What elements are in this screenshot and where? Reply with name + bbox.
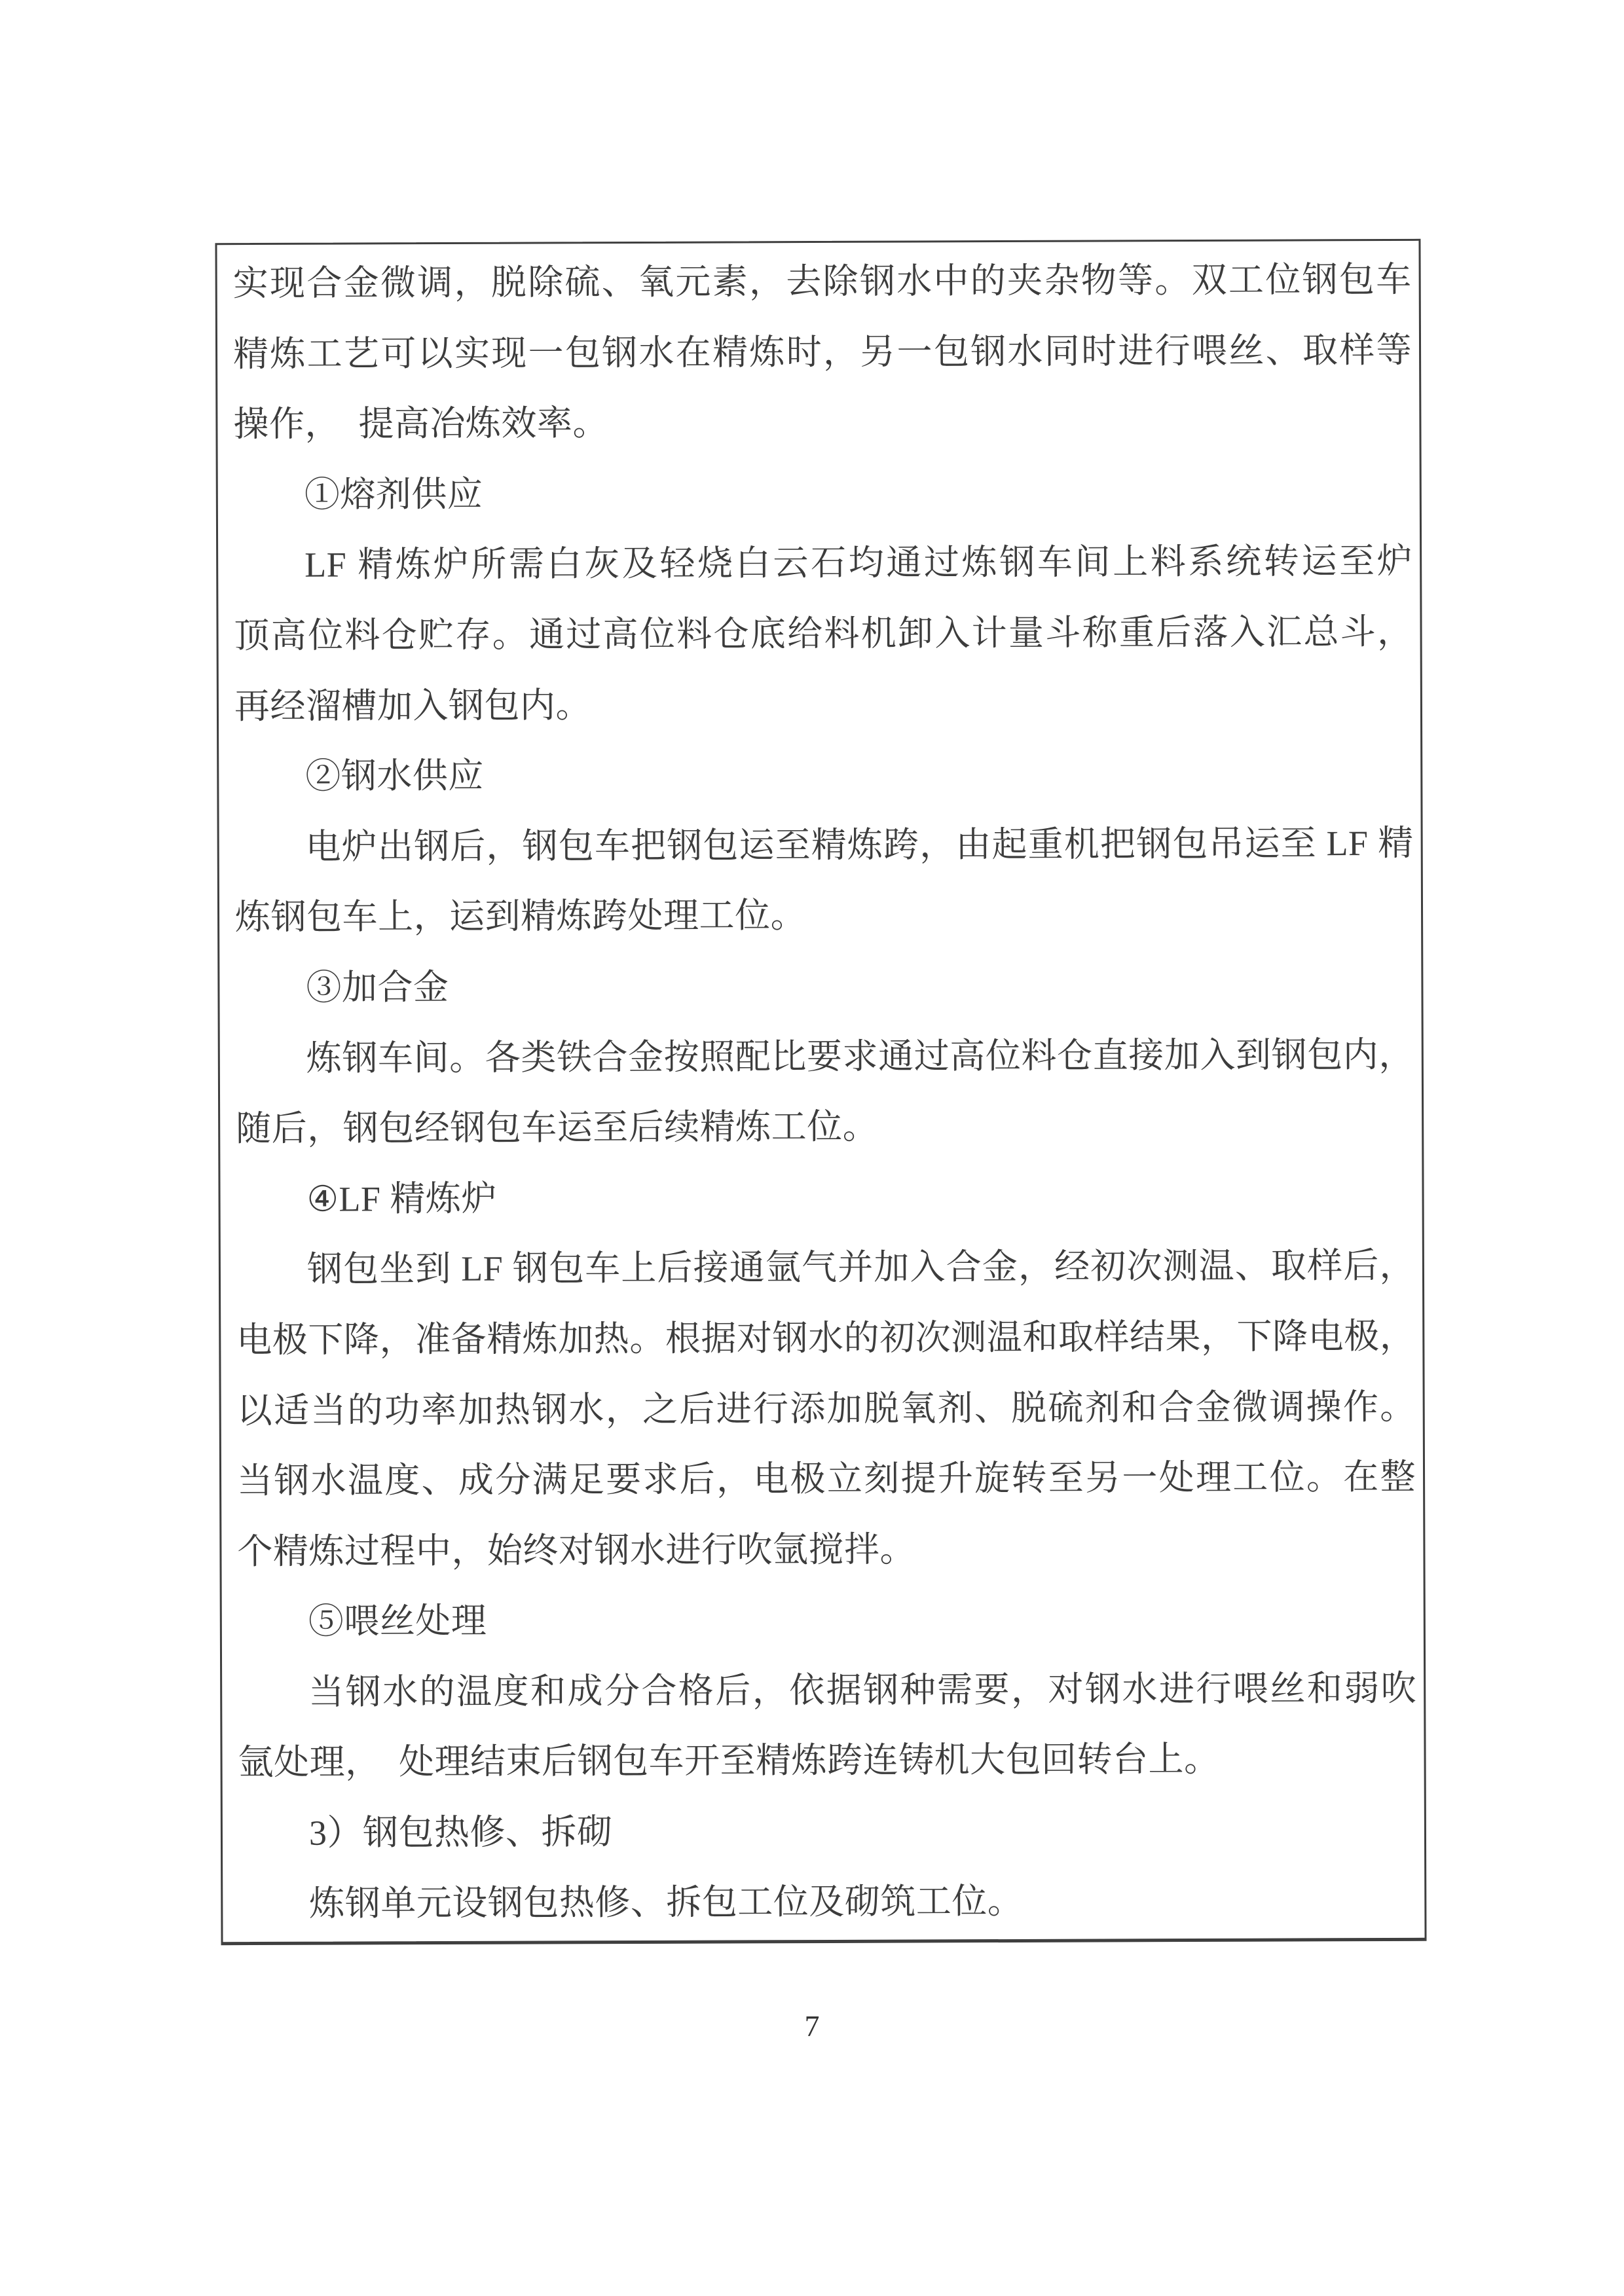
text-line: 炼钢包车上，运到精炼跨处理工位。 [234,896,807,938]
text-line: 精炼工艺可以实现一包钢水在精炼时，另一包钢水同时进行喂丝、取样等 [232,330,1412,374]
text-line: 随后，钢包经钢包车运至后续精炼工位。 [236,1106,879,1149]
text-line: LF 精炼炉所需白灰及轻烧白云石均通过炼钢车间上料系统转运至炉 [304,541,1413,585]
text-line: 当钢水的温度和成分合格后，依据钢种需要，对钢水进行喂丝和弱吹 [308,1668,1417,1712]
page-number: 7 [804,2009,820,2043]
text-line: 钢包坐到 LF 钢包车上后接通氩气并加入合金，经初次测温、取样后， [306,1246,1416,1290]
text-line: 炼钢单元设钢包热修、拆包工位及砌筑工位。 [309,1881,1024,1923]
text-line: 氩处理， 处理结束后钢包车开至精炼跨连铸机大包回转台上。 [238,1740,1220,1783]
text-line: 炼钢车间。各类铁合金按照配比要求通过高位料仓直接加入到钢包内， [306,1034,1414,1078]
section-heading-2: ②钢水供应 [305,756,484,796]
text-line: 操作， 提高冶炼效率。 [233,403,609,445]
section-heading-4: ④LF 精炼炉 [306,1178,498,1219]
text-line: 再经溜槽加入钢包内。 [234,685,592,726]
section-heading-1: ①熔剂供应 [304,474,483,515]
text-line: 电极下降，准备精炼加热。根据对钢水的初次测温和取样结果，下降电极， [236,1316,1416,1360]
section-heading-6: 3）钢包热修、拆砌 [308,1812,613,1853]
text-line: 当钢水温度、成分满足要求后，电极立刻提升旋转至另一处理工位。在整 [236,1457,1416,1501]
text-line: 电炉出钢后，钢包车把钢包运至精炼跨，由起重机把钢包吊运至 LF 精 [305,823,1414,867]
text-line: 个精炼过程中，始终对钢水进行吹氩搅拌。 [237,1529,916,1571]
text-frame [215,239,1426,1945]
section-heading-3: ③加合金 [306,967,449,1008]
section-heading-5: ⑤喂丝处理 [308,1601,487,1642]
text-line: 以适当的功率加热钢水，之后进行添加脱氧剂、脱硫剂和合金微调操作。 [236,1387,1416,1430]
text-line: 实现合金微调，脱除硫、氧元素，去除钢水中的夹杂物等。双工位钢包车 [232,259,1412,304]
text-line: 顶高位料仓贮存。通过高位料仓底给料机卸入计量斗称重后落入汇总斗， [234,611,1413,656]
